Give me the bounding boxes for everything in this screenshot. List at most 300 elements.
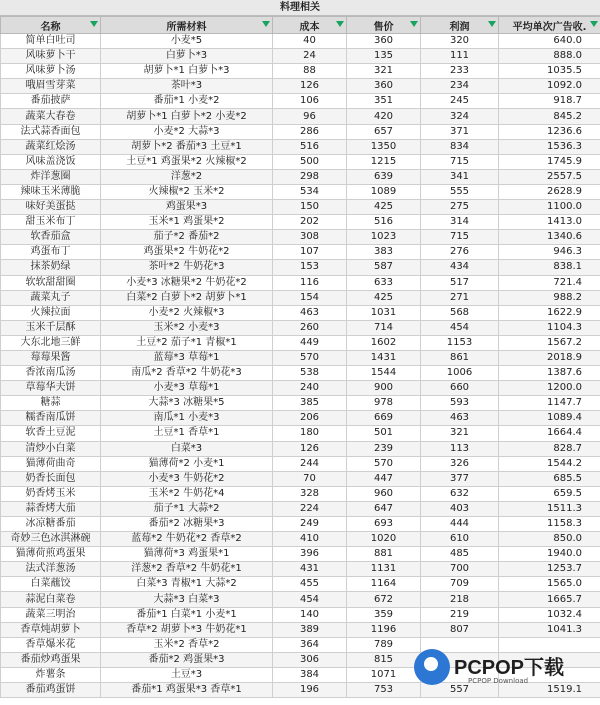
cell-profit[interactable]: 321 [421, 426, 499, 441]
column-header-price[interactable]: 售价 [347, 17, 421, 34]
cell-cost[interactable]: 88 [273, 64, 347, 79]
cell-profit[interactable]: 700 [421, 562, 499, 577]
cell-price[interactable]: 501 [347, 426, 421, 441]
cell-profit[interactable]: 275 [421, 200, 499, 215]
cell-price[interactable]: 360 [347, 34, 421, 49]
cell-materials[interactable]: 小麦*3 冰糖果*2 牛奶花*2 [101, 275, 273, 290]
cell-profit[interactable]: 485 [421, 547, 499, 562]
cell-cost[interactable]: 206 [273, 411, 347, 426]
cell-avg-ad-income[interactable]: 1519.1 [499, 683, 600, 698]
table-row [1, 411, 600, 426]
cell-cost[interactable]: 180 [273, 426, 347, 441]
cell-materials[interactable]: 猫薄荷*3 鸡蛋果*1 [101, 547, 273, 562]
cell-avg-ad-income[interactable]: 1413.0 [499, 215, 600, 230]
cell-materials[interactable]: 土豆*1 鸡蛋果*2 火辣椒*2 [101, 154, 273, 169]
cell-materials[interactable]: 小麦*5 [101, 34, 273, 49]
cell-name[interactable]: 糯香南瓜饼 [1, 411, 101, 426]
cell-avg-ad-income[interactable]: 2018.9 [499, 350, 600, 365]
cell-profit[interactable]: 463 [421, 411, 499, 426]
cell-profit[interactable]: 834 [421, 139, 499, 154]
cell-materials[interactable]: 胡萝卜*1 白萝卜*2 小麦*2 [101, 109, 273, 124]
cell-name[interactable]: 蔬菜红烩汤 [1, 139, 101, 154]
cell-avg-ad-income[interactable]: 1665.7 [499, 592, 600, 607]
cell-materials[interactable]: 猫薄荷*2 小麦*1 [101, 456, 273, 471]
cell-profit[interactable]: 341 [421, 169, 499, 184]
cell-avg-ad-income[interactable]: 1745.9 [499, 154, 600, 169]
cell-profit[interactable]: 807 [421, 622, 499, 637]
cell-profit[interactable]: 371 [421, 124, 499, 139]
cell-cost[interactable]: 500 [273, 154, 347, 169]
cell-avg-ad-income[interactable]: 1089.4 [499, 411, 600, 426]
cell-cost[interactable]: 224 [273, 501, 347, 516]
cell-avg-ad-income[interactable]: 1253.7 [499, 562, 600, 577]
cell-name[interactable]: 猫薄荷煎鸡蛋果 [1, 547, 101, 562]
cell-materials[interactable]: 南瓜*2 香草*2 牛奶花*3 [101, 366, 273, 381]
cell-profit[interactable]: 593 [421, 396, 499, 411]
table-row [1, 245, 600, 260]
cell-materials[interactable]: 白萝卜*3 [101, 49, 273, 64]
cell-cost[interactable]: 240 [273, 381, 347, 396]
table-row [1, 260, 600, 275]
table-row [1, 154, 600, 169]
cell-materials[interactable]: 小麦*2 大蒜*3 [101, 124, 273, 139]
filter-dropdown-icon[interactable] [590, 21, 598, 27]
cell-avg-ad-income[interactable]: 1032.4 [499, 607, 600, 622]
cell-cost[interactable]: 202 [273, 215, 347, 230]
cell-price[interactable]: 239 [347, 441, 421, 456]
cell-materials[interactable]: 白菜*3 青椒*1 大蒜*2 [101, 577, 273, 592]
cell-name[interactable]: 法式蒜香面包 [1, 124, 101, 139]
table-row [1, 64, 600, 79]
table-row [1, 320, 600, 335]
cell-materials[interactable]: 土豆*3 [101, 667, 273, 682]
cell-avg-ad-income[interactable]: 1536.3 [499, 139, 600, 154]
watermark-sub: PCPOP Download [468, 677, 529, 685]
cell-materials[interactable]: 鸡蛋果*3 [101, 200, 273, 215]
cell-materials[interactable]: 胡萝卜*2 番茄*3 土豆*1 [101, 139, 273, 154]
cell-price[interactable]: 960 [347, 486, 421, 501]
table-row [1, 305, 600, 320]
cell-materials[interactable]: 番茄*2 鸡蛋果*3 [101, 652, 273, 667]
cell-price[interactable]: 1215 [347, 154, 421, 169]
cell-name[interactable]: 奶香烤玉米 [1, 486, 101, 501]
cell-cost[interactable]: 107 [273, 245, 347, 260]
cell-profit[interactable]: 434 [421, 260, 499, 275]
cell-materials[interactable]: 玉米*2 小麦*3 [101, 320, 273, 335]
cell-price[interactable]: 425 [347, 290, 421, 305]
cell-profit[interactable]: 715 [421, 154, 499, 169]
cell-cost[interactable]: 140 [273, 607, 347, 622]
cell-materials[interactable]: 小麦*2 火辣椒*3 [101, 305, 273, 320]
cell-price[interactable]: 639 [347, 169, 421, 184]
cell-cost[interactable]: 70 [273, 471, 347, 486]
cell-price[interactable]: 633 [347, 275, 421, 290]
cell-price[interactable]: 1031 [347, 305, 421, 320]
cell-cost[interactable]: 24 [273, 49, 347, 64]
cell-avg-ad-income[interactable]: 1567.2 [499, 335, 600, 350]
cell-cost[interactable]: 534 [273, 184, 347, 199]
cell-avg-ad-income[interactable]: 1092.0 [499, 79, 600, 94]
cell-cost[interactable]: 153 [273, 260, 347, 275]
cell-cost[interactable]: 126 [273, 441, 347, 456]
cell-avg-ad-income[interactable]: 1340.6 [499, 230, 600, 245]
cell-price[interactable]: 1544 [347, 366, 421, 381]
cell-name[interactable]: 玉米千层酥 [1, 320, 101, 335]
cell-price[interactable]: 587 [347, 260, 421, 275]
cell-price[interactable]: 135 [347, 49, 421, 64]
cell-cost[interactable]: 298 [273, 169, 347, 184]
cell-name[interactable]: 香草炖胡萝卜 [1, 622, 101, 637]
cell-name[interactable]: 哦眉雪芽菜 [1, 79, 101, 94]
cell-materials[interactable]: 小麦*3 草莓*1 [101, 381, 273, 396]
cell-name[interactable]: 大东北地三鲜 [1, 335, 101, 350]
cell-name[interactable]: 简单白吐司 [1, 34, 101, 49]
cell-avg-ad-income[interactable]: 659.5 [499, 486, 600, 501]
cell-materials[interactable]: 小麦*3 牛奶花*2 [101, 471, 273, 486]
cell-avg-ad-income[interactable]: 721.4 [499, 275, 600, 290]
cell-avg-ad-income[interactable]: 1511.3 [499, 501, 600, 516]
header-row [1, 17, 600, 34]
cell-cost[interactable]: 106 [273, 94, 347, 109]
cell-name[interactable]: 番茄披萨 [1, 94, 101, 109]
table-row [1, 290, 600, 305]
cell-price[interactable]: 978 [347, 396, 421, 411]
table-row [1, 350, 600, 365]
cell-price[interactable]: 1350 [347, 139, 421, 154]
cell-materials[interactable]: 茄子*2 番茄*2 [101, 230, 273, 245]
cell-profit[interactable]: 1153 [421, 335, 499, 350]
cell-name[interactable]: 抹茶奶绿 [1, 260, 101, 275]
table-row [1, 94, 600, 109]
cell-price[interactable]: 672 [347, 592, 421, 607]
cell-price[interactable]: 570 [347, 456, 421, 471]
cell-cost[interactable]: 463 [273, 305, 347, 320]
cell-cost[interactable]: 516 [273, 139, 347, 154]
cell-cost[interactable]: 384 [273, 667, 347, 682]
cell-name[interactable]: 味好美蛋挞 [1, 200, 101, 215]
cell-price[interactable]: 425 [347, 200, 421, 215]
table-row [1, 486, 600, 501]
cell-profit[interactable]: 1006 [421, 366, 499, 381]
cell-avg-ad-income[interactable]: 1387.6 [499, 366, 600, 381]
cell-price[interactable]: 714 [347, 320, 421, 335]
cell-cost[interactable]: 364 [273, 637, 347, 652]
cell-name[interactable]: 糖蒜 [1, 396, 101, 411]
cell-cost[interactable]: 244 [273, 456, 347, 471]
table-row [1, 49, 600, 64]
cell-cost[interactable]: 126 [273, 79, 347, 94]
cell-name[interactable]: 香浓南瓜汤 [1, 366, 101, 381]
cell-avg-ad-income[interactable]: 2557.5 [499, 169, 600, 184]
cell-avg-ad-income[interactable]: 888.0 [499, 49, 600, 64]
table-row [1, 200, 600, 215]
cell-profit[interactable]: 111 [421, 49, 499, 64]
cell-cost[interactable]: 328 [273, 486, 347, 501]
cell-profit[interactable]: 113 [421, 441, 499, 456]
cell-profit[interactable]: 245 [421, 94, 499, 109]
cell-profit[interactable]: 271 [421, 290, 499, 305]
cell-materials[interactable]: 茄子*1 大蒜*2 [101, 501, 273, 516]
table-row [1, 34, 600, 49]
cell-cost[interactable]: 260 [273, 320, 347, 335]
cell-profit[interactable]: 320 [421, 34, 499, 49]
cell-materials[interactable]: 番茄*1 鸡蛋果*3 香草*1 [101, 683, 273, 698]
cell-profit[interactable]: 709 [421, 577, 499, 592]
cell-materials[interactable]: 南瓜*1 小麦*3 [101, 411, 273, 426]
table-row [1, 577, 600, 592]
cell-name[interactable]: 冰凉糖番茄 [1, 517, 101, 532]
cell-cost[interactable]: 410 [273, 532, 347, 547]
cell-name[interactable]: 蒜泥白菜卷 [1, 592, 101, 607]
cell-price[interactable]: 1164 [347, 577, 421, 592]
cell-materials[interactable]: 番茄*2 冰糖果*3 [101, 517, 273, 532]
column-header-profit[interactable]: 利润 [421, 17, 499, 34]
table-row [1, 441, 600, 456]
cell-name[interactable]: 软香土豆泥 [1, 426, 101, 441]
column-header-name[interactable]: 名称 [1, 17, 101, 34]
filter-dropdown-icon[interactable] [262, 21, 270, 27]
cell-name[interactable]: 软香茄盒 [1, 230, 101, 245]
cell-name[interactable]: 莓莓果酱 [1, 350, 101, 365]
cell-materials[interactable]: 番茄*1 白菜*1 小麦*1 [101, 607, 273, 622]
filter-dropdown-icon[interactable] [90, 21, 98, 27]
cell-materials[interactable]: 白菜*3 [101, 441, 273, 456]
cell-price[interactable]: 1020 [347, 532, 421, 547]
cell-cost[interactable]: 385 [273, 396, 347, 411]
cell-name[interactable]: 风味盖浇饭 [1, 154, 101, 169]
cell-price[interactable]: 1431 [347, 350, 421, 365]
cell-materials[interactable]: 番茄*1 小麦*2 [101, 94, 273, 109]
cell-cost[interactable]: 389 [273, 622, 347, 637]
cell-name[interactable]: 清炒小白菜 [1, 441, 101, 456]
cell-name[interactable]: 奶香长面包 [1, 471, 101, 486]
table-row [1, 366, 600, 381]
cell-name[interactable]: 炸洋葱圈 [1, 169, 101, 184]
cell-price[interactable]: 351 [347, 94, 421, 109]
cell-avg-ad-income[interactable]: 1100.0 [499, 200, 600, 215]
cell-price[interactable]: 753 [347, 683, 421, 698]
cell-cost[interactable]: 454 [273, 592, 347, 607]
cell-profit[interactable]: 557 [421, 683, 499, 698]
cell-materials[interactable]: 玉米*1 鸡蛋果*2 [101, 215, 273, 230]
cell-name[interactable]: 番茄鸡蛋饼 [1, 683, 101, 698]
cell-profit[interactable]: 324 [421, 109, 499, 124]
cell-avg-ad-income[interactable]: 1158.3 [499, 517, 600, 532]
cell-price[interactable]: 1602 [347, 335, 421, 350]
cell-name[interactable]: 鸡蛋布丁 [1, 245, 101, 260]
cell-profit[interactable]: 403 [421, 501, 499, 516]
cell-profit[interactable]: 219 [421, 607, 499, 622]
cell-avg-ad-income[interactable]: 845.2 [499, 109, 600, 124]
cell-materials[interactable]: 玉米*2 香草*2 [101, 637, 273, 652]
cell-name[interactable]: 蔬菜大春卷 [1, 109, 101, 124]
cell-avg-ad-income[interactable]: 988.2 [499, 290, 600, 305]
cell-price[interactable]: 1196 [347, 622, 421, 637]
cell-cost[interactable]: 116 [273, 275, 347, 290]
cell-price[interactable]: 693 [347, 517, 421, 532]
cell-price[interactable]: 516 [347, 215, 421, 230]
cell-cost[interactable]: 449 [273, 335, 347, 350]
cell-name[interactable]: 蔬菜丸子 [1, 290, 101, 305]
table-row [1, 275, 600, 290]
cell-name[interactable]: 法式洋葱汤 [1, 562, 101, 577]
filter-dropdown-icon[interactable] [410, 21, 418, 27]
cell-avg-ad-income[interactable]: 1622.9 [499, 305, 600, 320]
cell-avg-ad-income[interactable]: 1664.4 [499, 426, 600, 441]
cell-materials[interactable]: 洋葱*2 香草*2 牛奶花*1 [101, 562, 273, 577]
cell-avg-ad-income[interactable]: 1565.0 [499, 577, 600, 592]
filter-dropdown-icon[interactable] [336, 21, 344, 27]
cell-avg-ad-income[interactable]: 1200.0 [499, 381, 600, 396]
cell-cost[interactable]: 196 [273, 683, 347, 698]
cell-cost[interactable]: 396 [273, 547, 347, 562]
cell-price[interactable]: 420 [347, 109, 421, 124]
cell-cost[interactable]: 306 [273, 652, 347, 667]
cell-profit[interactable]: 326 [421, 456, 499, 471]
cell-profit[interactable]: 610 [421, 532, 499, 547]
column-header-cost[interactable]: 成本 [273, 17, 347, 34]
cell-name[interactable]: 白菜蘸饺 [1, 577, 101, 592]
cell-materials[interactable]: 白菜*2 白萝卜*2 胡萝卜*1 [101, 290, 273, 305]
cell-cost[interactable]: 538 [273, 366, 347, 381]
cell-price[interactable]: 669 [347, 411, 421, 426]
cell-materials[interactable]: 茶叶*2 牛奶花*3 [101, 260, 273, 275]
table-row [1, 335, 600, 350]
cell-profit[interactable]: 555 [421, 184, 499, 199]
cell-name[interactable]: 香草爆米花 [1, 637, 101, 652]
cell-name[interactable]: 风味萝卜干 [1, 49, 101, 64]
cell-profit[interactable]: 715 [421, 230, 499, 245]
cell-cost[interactable]: 570 [273, 350, 347, 365]
column-header-materials[interactable]: 所需材料 [101, 17, 273, 34]
cell-price[interactable]: 1089 [347, 184, 421, 199]
cell-cost[interactable]: 431 [273, 562, 347, 577]
cell-price[interactable]: 647 [347, 501, 421, 516]
cell-name[interactable]: 甜玉米布丁 [1, 215, 101, 230]
cell-avg-ad-income[interactable]: 850.0 [499, 532, 600, 547]
cell-materials[interactable]: 洋葱*2 [101, 169, 273, 184]
cell-price[interactable]: 360 [347, 79, 421, 94]
cell-price[interactable]: 321 [347, 64, 421, 79]
cell-profit[interactable]: 276 [421, 245, 499, 260]
cell-materials[interactable]: 火辣椒*2 玉米*2 [101, 184, 273, 199]
cell-avg-ad-income[interactable]: 2628.9 [499, 184, 600, 199]
cell-profit[interactable]: 377 [421, 471, 499, 486]
table-row [1, 169, 600, 184]
cell-materials[interactable]: 茶叶*3 [101, 79, 273, 94]
cell-materials[interactable]: 土豆*1 香草*1 [101, 426, 273, 441]
cell-materials[interactable]: 鸡蛋果*2 牛奶花*2 [101, 245, 273, 260]
cell-profit[interactable]: 632 [421, 486, 499, 501]
cell-materials[interactable]: 蓝莓*3 草莓*1 [101, 350, 273, 365]
cell-avg-ad-income[interactable]: 1544.2 [499, 456, 600, 471]
cell-name[interactable]: 草莓华夫饼 [1, 381, 101, 396]
cell-name[interactable]: 炸薯条 [1, 667, 101, 682]
table-row [1, 501, 600, 516]
cell-name[interactable]: 奇妙三色冰淇淋碗 [1, 532, 101, 547]
table-row [1, 230, 600, 245]
cell-price[interactable]: 383 [347, 245, 421, 260]
cell-avg-ad-income[interactable]: 918.7 [499, 94, 600, 109]
table-body [1, 34, 600, 698]
cell-profit[interactable]: 568 [421, 305, 499, 320]
cell-price[interactable]: 815 [347, 652, 421, 667]
cell-profit[interactable]: 218 [421, 592, 499, 607]
cell-profit[interactable]: 861 [421, 350, 499, 365]
cell-avg-ad-income[interactable]: 1236.6 [499, 124, 600, 139]
table-row [1, 215, 600, 230]
cell-materials[interactable]: 蓝莓*2 牛奶花*2 香草*2 [101, 532, 273, 547]
cell-avg-ad-income[interactable]: 1940.0 [499, 547, 600, 562]
cell-materials[interactable]: 胡萝卜*1 白萝卜*3 [101, 64, 273, 79]
cell-profit[interactable]: 660 [421, 381, 499, 396]
cell-price[interactable]: 881 [347, 547, 421, 562]
cell-name[interactable]: 火辣拉面 [1, 305, 101, 320]
cell-profit[interactable]: 444 [421, 517, 499, 532]
cell-avg-ad-income[interactable]: 828.7 [499, 441, 600, 456]
cell-avg-ad-income[interactable]: 1041.3 [499, 622, 600, 637]
column-header-avg-ad-income[interactable]: 平均单次广告收. [499, 17, 600, 34]
cell-avg-ad-income[interactable]: 685.5 [499, 471, 600, 486]
cell-price[interactable]: 1131 [347, 562, 421, 577]
table-row [1, 532, 600, 547]
cell-cost[interactable]: 96 [273, 109, 347, 124]
table-row [1, 592, 600, 607]
cell-price[interactable]: 657 [347, 124, 421, 139]
cell-profit[interactable]: 517 [421, 275, 499, 290]
cell-avg-ad-income[interactable]: 1035.5 [499, 64, 600, 79]
cell-profit[interactable]: 234 [421, 79, 499, 94]
cell-materials[interactable]: 土豆*2 茄子*1 青椒*1 [101, 335, 273, 350]
cell-price[interactable]: 1023 [347, 230, 421, 245]
cell-materials[interactable]: 香草*2 胡萝卜*3 牛奶花*1 [101, 622, 273, 637]
cell-name[interactable]: 蔬菜三明治 [1, 607, 101, 622]
cell-price[interactable]: 447 [347, 471, 421, 486]
cell-cost[interactable]: 40 [273, 34, 347, 49]
table-row [1, 109, 600, 124]
cell-name[interactable]: 软软甜甜圈 [1, 275, 101, 290]
cell-price[interactable]: 900 [347, 381, 421, 396]
cell-profit[interactable]: 233 [421, 64, 499, 79]
cell-name[interactable]: 番茄炒鸡蛋果 [1, 652, 101, 667]
cell-cost[interactable]: 154 [273, 290, 347, 305]
cell-cost[interactable]: 308 [273, 230, 347, 245]
table-row [1, 396, 600, 411]
cell-avg-ad-income[interactable]: 946.3 [499, 245, 600, 260]
cell-cost[interactable]: 249 [273, 517, 347, 532]
cell-name[interactable]: 蒜香烤大茄 [1, 501, 101, 516]
cell-profit[interactable]: 454 [421, 320, 499, 335]
cell-profit[interactable]: 314 [421, 215, 499, 230]
cell-materials[interactable]: 大蒜*3 冰糖果*5 [101, 396, 273, 411]
cell-name[interactable]: 辣味玉米薄脆 [1, 184, 101, 199]
cell-materials[interactable]: 玉米*2 牛奶花*4 [101, 486, 273, 501]
cell-avg-ad-income[interactable]: 1104.3 [499, 320, 600, 335]
cell-name[interactable]: 猫薄荷曲奇 [1, 456, 101, 471]
cell-avg-ad-income[interactable]: 1147.7 [499, 396, 600, 411]
cell-name[interactable]: 风味萝卜汤 [1, 64, 101, 79]
cell-price[interactable]: 359 [347, 607, 421, 622]
cell-avg-ad-income[interactable]: 838.1 [499, 260, 600, 275]
cell-cost[interactable]: 150 [273, 200, 347, 215]
cell-cost[interactable]: 286 [273, 124, 347, 139]
filter-dropdown-icon[interactable] [488, 21, 496, 27]
cell-materials[interactable]: 大蒜*3 白菜*3 [101, 592, 273, 607]
cell-price[interactable]: 1071 [347, 667, 421, 682]
cell-cost[interactable]: 455 [273, 577, 347, 592]
cell-price[interactable]: 789 [347, 637, 421, 652]
cell-avg-ad-income[interactable]: 640.0 [499, 34, 600, 49]
